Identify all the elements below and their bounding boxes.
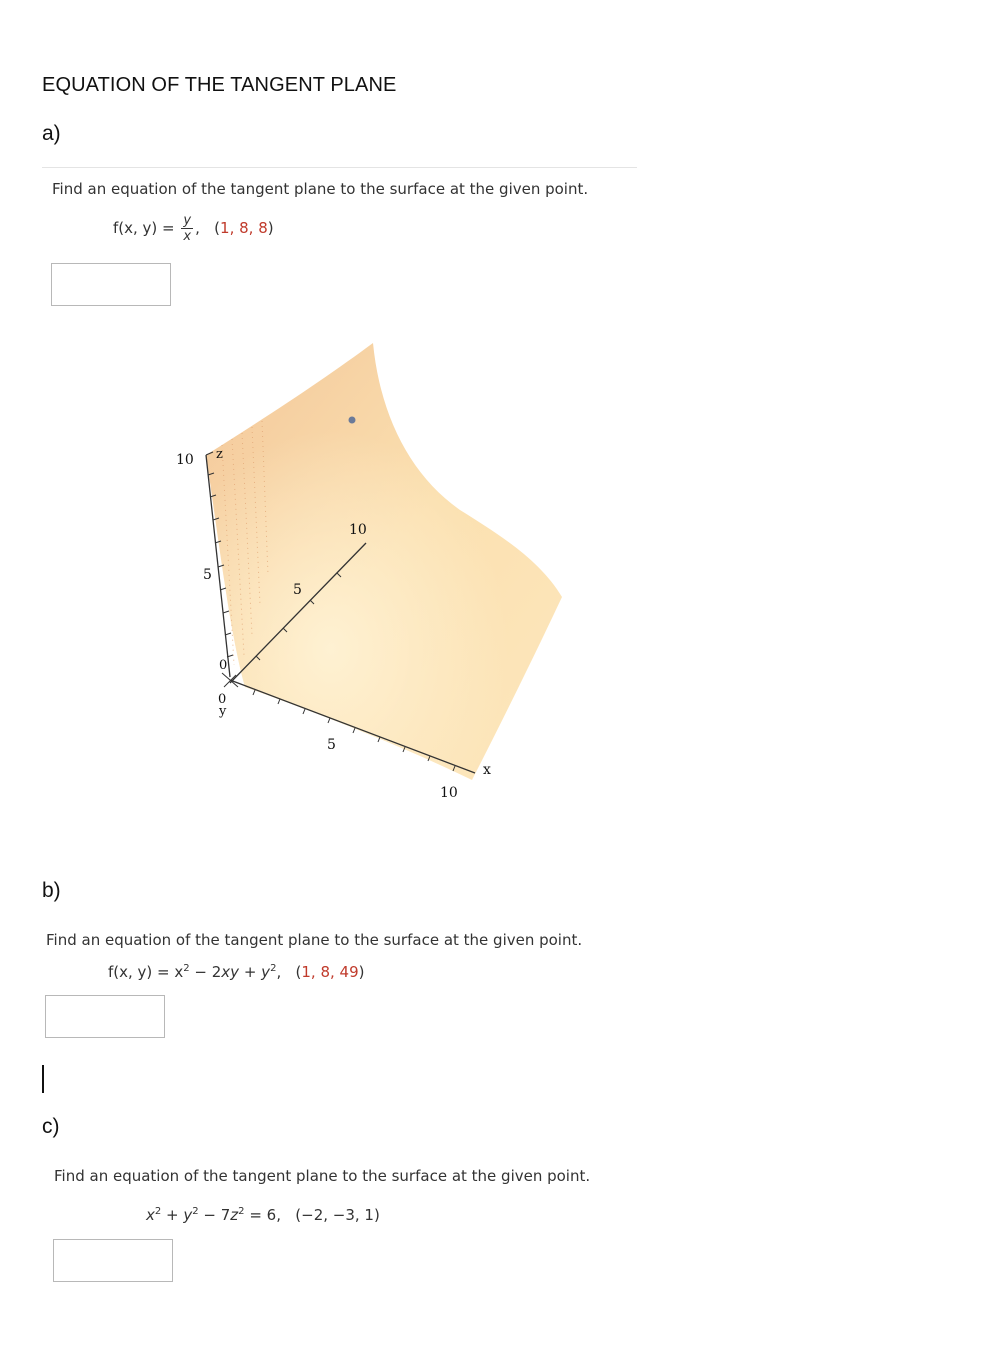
part-a-equation: f(x, y) = $\frac{y}{x}$ , (1, 8, 8) xyxy=(113,213,274,244)
x-tick-label: 10 xyxy=(440,785,458,801)
part-c-equation: $x^2 + y^2 - 7z^2 = 6$, (−2, −3, 1) xyxy=(146,1206,380,1224)
surface-plot xyxy=(160,335,580,815)
part-a-function-lhs: f(x, y) = xyxy=(113,219,180,237)
part-c-prompt: Find an equation of the tangent plane to the surface at the given point. xyxy=(54,1167,591,1185)
part-b-function-lhs: f(x, y) = x xyxy=(108,963,184,981)
given-point-marker xyxy=(349,417,356,424)
part-c-label: c) xyxy=(42,1115,60,1138)
part-b-point: (1, 8, 49) xyxy=(295,963,365,981)
fraction-numerator: y xyxy=(183,213,192,228)
z-tick-label: 0 xyxy=(219,658,228,673)
x-tick-label: 5 xyxy=(327,737,336,753)
part-b-answer-input[interactable] xyxy=(45,995,165,1038)
part-a-answer-input[interactable] xyxy=(51,263,171,306)
divider xyxy=(42,167,637,168)
text-cursor xyxy=(42,1065,44,1093)
part-c-answer-input[interactable] xyxy=(53,1239,173,1282)
z-axis-label: z xyxy=(216,447,223,462)
part-a-fraction xyxy=(181,214,193,243)
x-axis-label: x xyxy=(483,762,491,778)
y-tick-label: 10 xyxy=(349,522,367,538)
part-a-label: a) xyxy=(42,122,61,145)
y-tick-label: 5 xyxy=(293,582,302,598)
part-b-label: b) xyxy=(42,879,61,902)
fraction-denominator: x xyxy=(183,229,192,244)
page-title: EQUATION OF THE TANGENT PLANE xyxy=(42,74,397,96)
y-axis-label: y xyxy=(219,704,227,719)
part-b-equation: f(x, $y) = x^2 - 2xy + y^2$, (1, 8, 49) xyxy=(108,963,365,981)
z-tick-label: 10 xyxy=(176,452,194,468)
part-a-point: (1, 8, 8) xyxy=(214,219,274,237)
part-a-prompt: Find an equation of the tangent plane to the surface at the given point. xyxy=(52,180,589,198)
part-c-point: (−2, −3, 1) xyxy=(295,1206,380,1224)
part-b-prompt: Find an equation of the tangent plane to the surface at the given point. xyxy=(46,931,583,949)
y-origin-label: 0 xyxy=(218,692,227,707)
z-tick-label: 5 xyxy=(203,567,212,583)
